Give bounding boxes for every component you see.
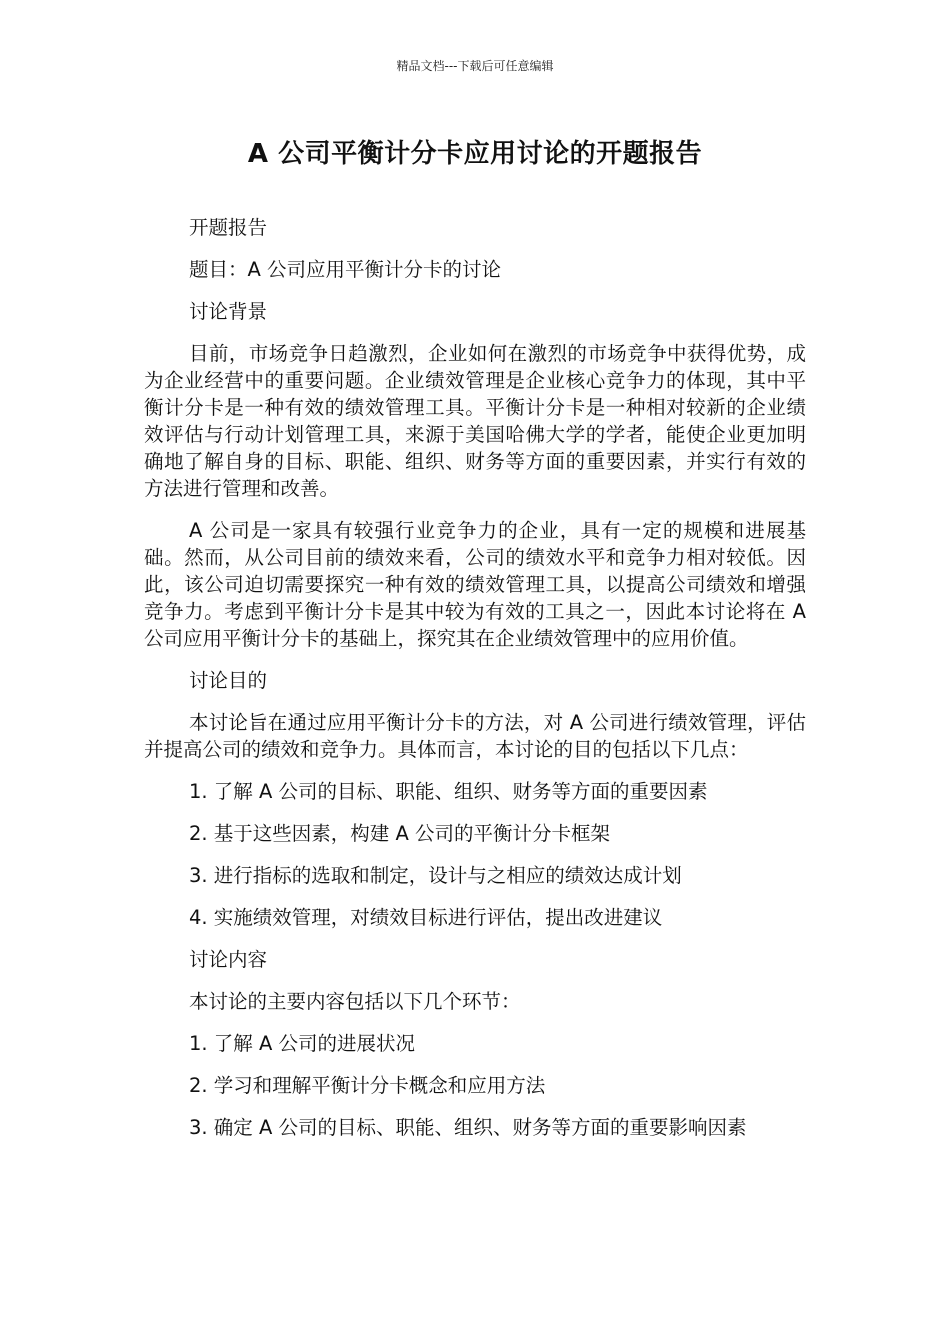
document-title: A 公司平衡计分卡应用讨论的开题报告: [247, 139, 703, 169]
paragraph-background-1: 目前，市场竞争日趋激烈，企业如何在激烈的市场竞争中获得优势，成为企业经营中的重要问题。企业绩效管理是企业核心竞争力的体现，其中平衡计分卡是一种有效的绩效管理工具。平衡计分卡是一种相对较新的企业绩效评估与行动计划管理工具，来源于美国哈佛大学的学者，能使企业更加明确地了解自身的目标、职能、组织、财务等方面的重要因素，并实行有效的方法进行管理和改善。: [144, 342, 806, 500]
content-item-1: 1. 了解 A 公司的进展状况: [189, 1032, 416, 1055]
document-body: [144, 214, 806, 1156]
page-header: 精品文档---下载后可任意编辑: [396, 59, 554, 73]
heading-background: 讨论背景: [189, 300, 268, 323]
paragraph-content-intro: 本讨论的主要内容包括以下几个环节：: [189, 990, 521, 1013]
purpose-item-3: 3. 进行指标的选取和制定，设计与之相应的绩效达成计划: [189, 864, 682, 887]
topic-line: 题目：A 公司应用平衡计分卡的讨论: [189, 258, 502, 281]
heading-purpose: 讨论目的: [189, 669, 268, 692]
section-label-report: 开题报告: [189, 216, 268, 239]
paragraph-background-2: A 公司是一家具有较强行业竞争力的企业，具有一定的规模和进展基础。然而，从公司目前的绩效来看，公司的绩效水平和竞争力相对较低。因此，该公司迫切需要探究一种有效的绩效管理工具，以提高公司绩效和增强竞争力。考虑到平衡计分卡是其中较为有效的工具之一，因此本讨论将在 A 公司应用平衡计分卡的基础上，探究其在企业绩效管理中的应用价值。: [144, 519, 806, 650]
paragraph-purpose: 本讨论旨在通过应用平衡计分卡的方法，对 A 公司进行绩效管理，评估并提高公司的绩效和竞争力。具体而言，本讨论的目的包括以下几点：: [144, 711, 806, 761]
purpose-item-1: 1. 了解 A 公司的目标、职能、组织、财务等方面的重要因素: [189, 780, 708, 803]
content-item-3: 3. 确定 A 公司的目标、职能、组织、财务等方面的重要影响因素: [189, 1116, 747, 1139]
purpose-item-4: 4. 实施绩效管理，对绩效目标进行评估，提出改进建议: [189, 906, 663, 929]
purpose-item-2: 2. 基于这些因素，构建 A 公司的平衡计分卡框架: [189, 822, 611, 845]
content-item-2: 2. 学习和理解平衡计分卡概念和应用方法: [189, 1074, 546, 1097]
heading-content: 讨论内容: [189, 948, 268, 971]
